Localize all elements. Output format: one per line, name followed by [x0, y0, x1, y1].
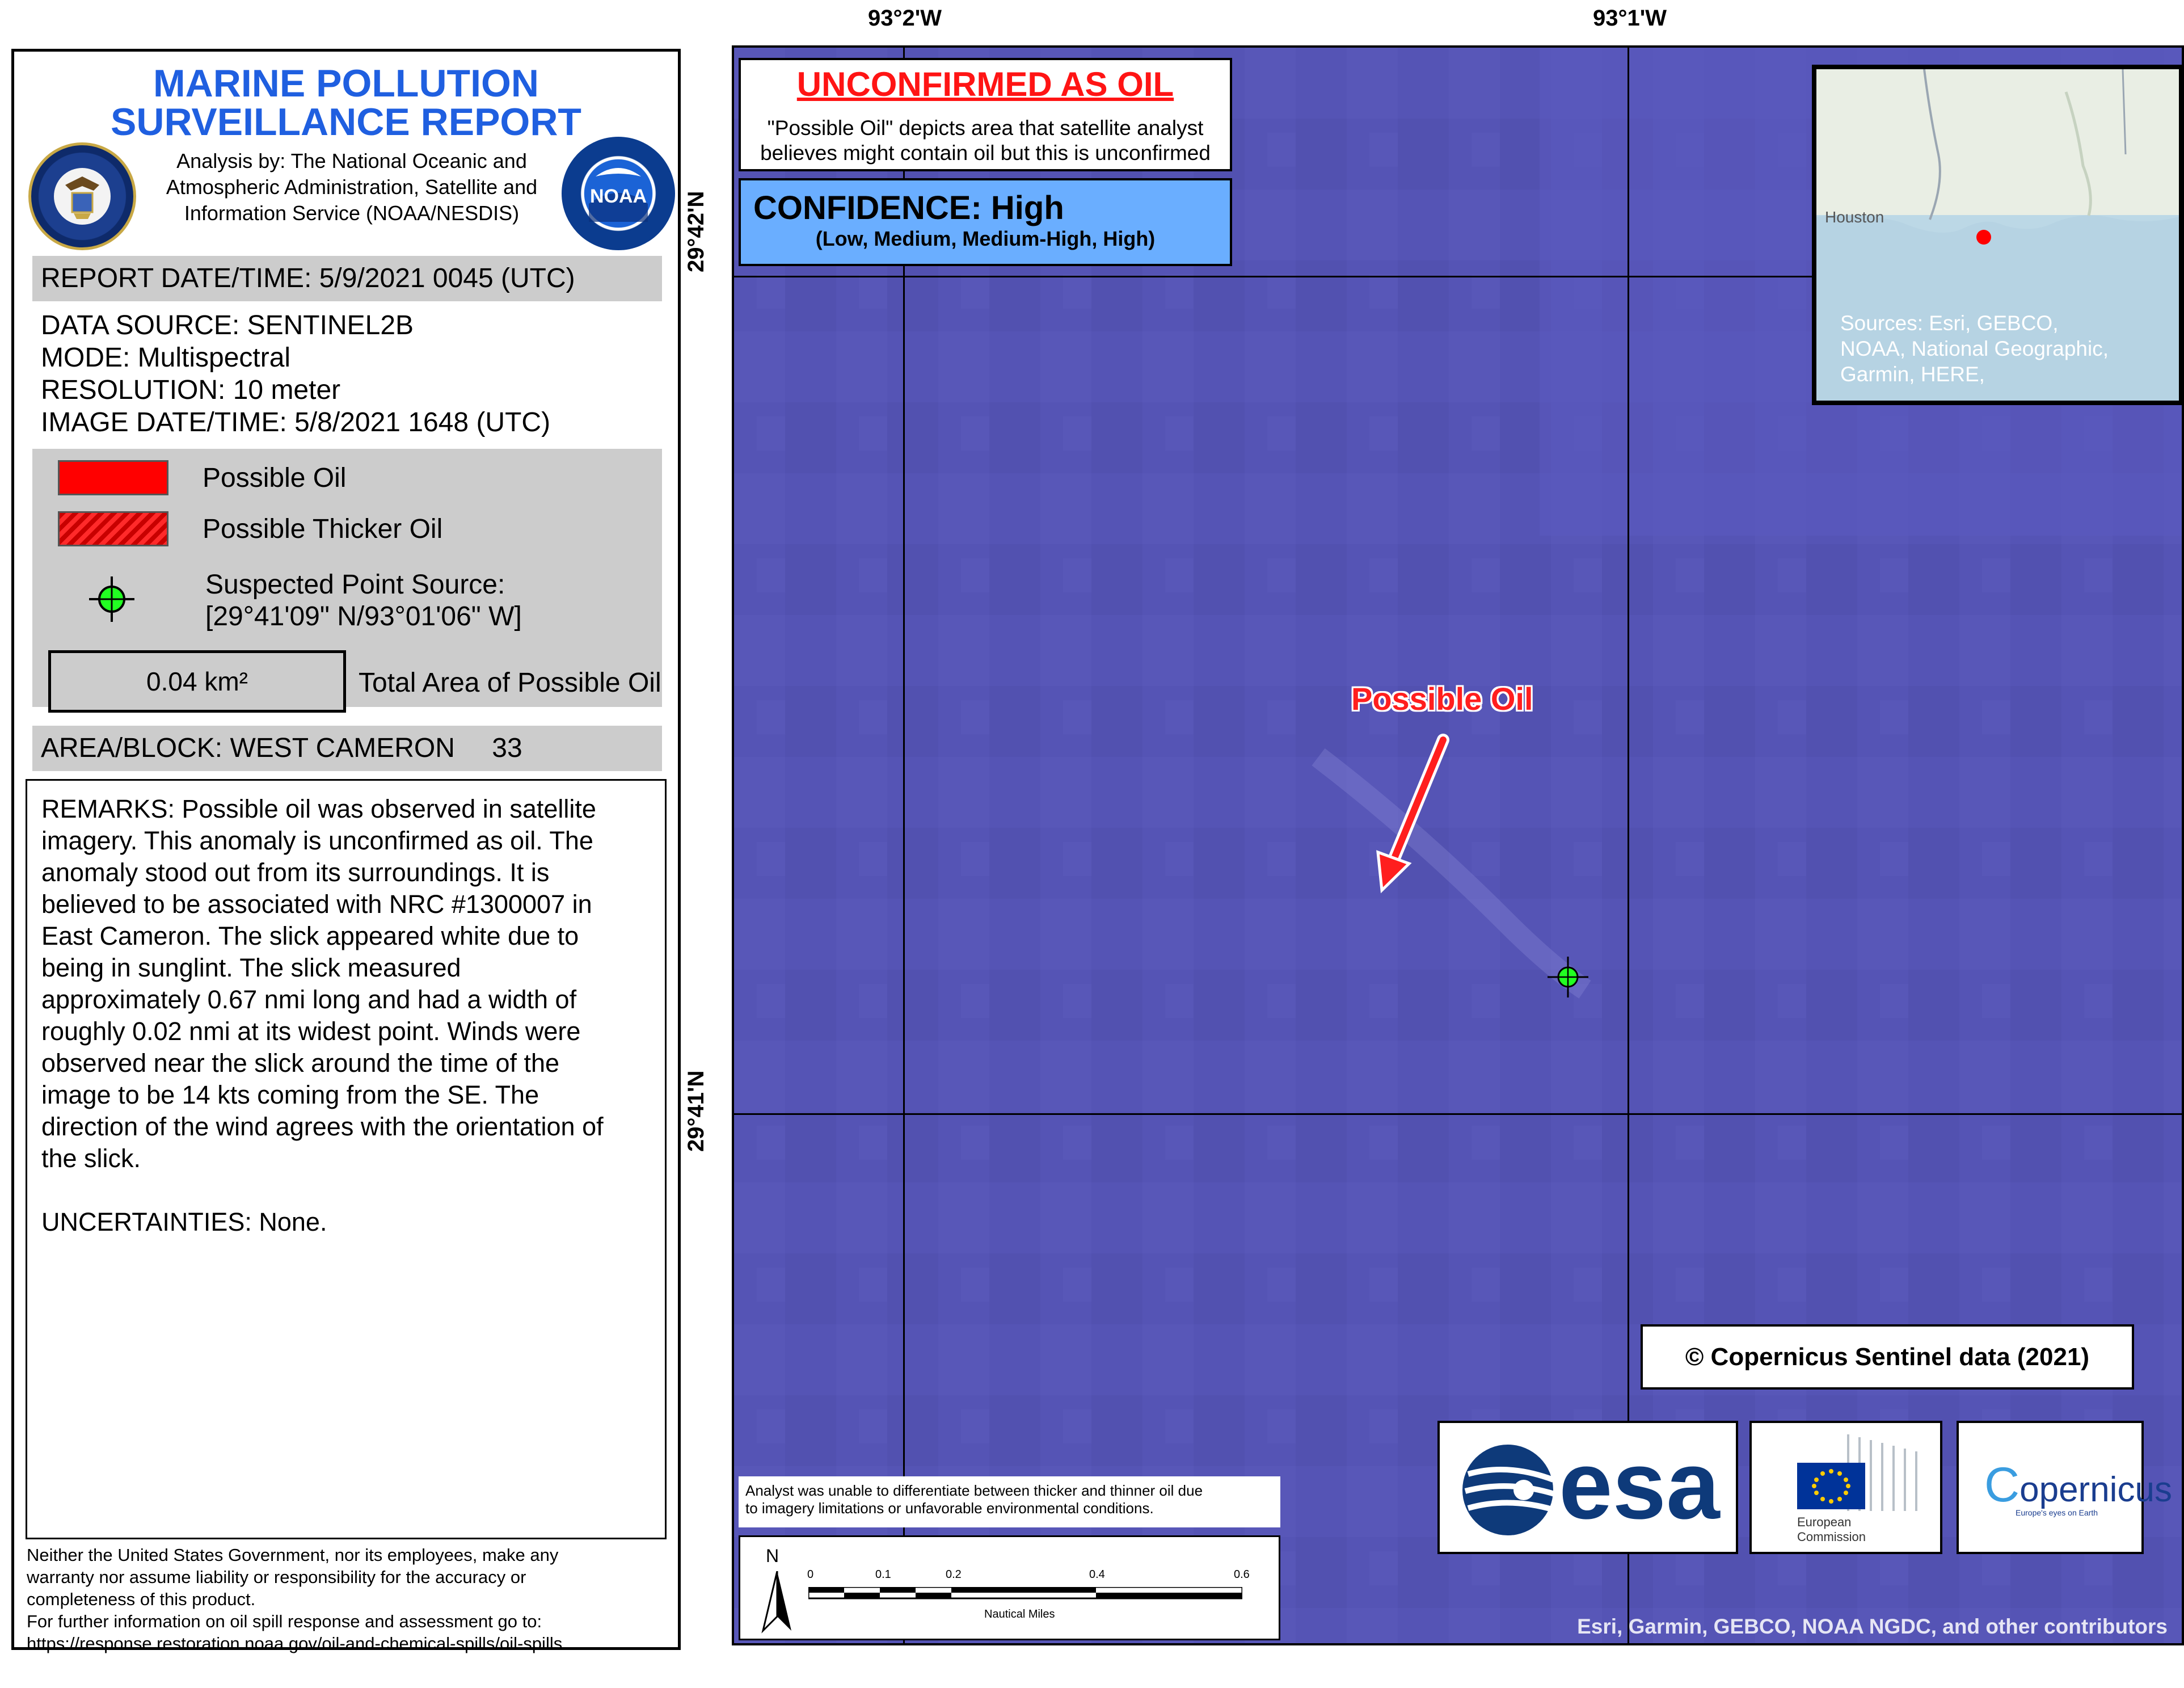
graticule-line-93-2w	[903, 48, 905, 1645]
inset-city-label: Houston	[1825, 208, 1884, 226]
total-area-label: Total Area of Possible Oil	[359, 668, 661, 698]
basemap-credit: Esri, Garmin, GEBCO, NOAA NGDC, and other contributors	[1577, 1615, 2168, 1638]
disclaimer	[27, 1544, 668, 1655]
suspected-point-source-marker-icon[interactable]	[1546, 955, 1589, 999]
copernicus-tagline: Europe's eyes on Earth	[2016, 1508, 2098, 1517]
analysis-line-2: Atmospheric Administration, Satellite and	[166, 175, 538, 199]
copernicus-logo-word: opernicus	[2019, 1470, 2172, 1509]
graticule-line-93-1w	[1628, 48, 1629, 1645]
area-block-label: AREA/BLOCK: WEST CAMERON	[41, 733, 455, 763]
european-commission-text	[1797, 1515, 1866, 1544]
data-source: DATA SOURCE: SENTINEL2B	[41, 310, 414, 340]
remarks-line: approximately 0.67 nmi long and had a width of	[41, 985, 577, 1014]
scale-tick-0-2: 0.2	[946, 1568, 962, 1581]
unconfirmed-title: UNCONFIRMED AS OIL	[796, 65, 1174, 103]
lon-label-93-1w: 93°1'W	[1593, 6, 1667, 31]
noaa-logo-icon	[562, 137, 675, 250]
remarks-line: anomaly stood out from its surroundings. It is	[41, 858, 550, 887]
analysis-credit	[147, 148, 556, 226]
report-title-line1: MARINE POLLUTION	[153, 62, 539, 105]
report-title-line2: SURVEILLANCE REPORT	[111, 100, 581, 144]
area-block	[32, 726, 662, 771]
lat-label-29-41n: 29°41'N	[684, 1070, 709, 1152]
scale-unit: Nautical Miles	[984, 1608, 1055, 1620]
legend-possible-oil: Possible Oil	[203, 463, 347, 493]
disclaimer-line: Neither the United States Government, nor its employees, make any	[27, 1545, 559, 1565]
unconfirmed-notice	[739, 58, 1232, 171]
noaa-logo-text: NOAA	[589, 186, 647, 207]
legend-possible-thicker-oil: Possible Thicker Oil	[203, 514, 443, 544]
esa-logo	[1437, 1421, 1738, 1554]
remarks-line: the slick.	[41, 1144, 141, 1173]
confidence-box	[739, 178, 1232, 266]
esa-logo-text: esa	[1559, 1432, 1720, 1539]
north-label: N	[766, 1546, 779, 1566]
lat-label-29-42n: 29°42'N	[684, 191, 709, 272]
remarks-line: being in sunglint. The slick measured	[41, 953, 461, 982]
esa-swirl-icon	[1457, 1440, 1559, 1539]
area-block-number: 33	[492, 733, 522, 763]
european-commission-building-icon	[1763, 1432, 1933, 1511]
north-arrow-icon	[760, 1571, 794, 1634]
confidence-scale: (Low, Medium, Medium-High, High)	[815, 227, 1156, 250]
total-area-value: 0.04 km²	[48, 650, 346, 713]
analyst-note	[739, 1476, 1280, 1527]
scale-bar-box	[739, 1535, 1280, 1640]
image-datetime: IMAGE DATE/TIME: 5/8/2021 1648 (UTC)	[41, 407, 551, 437]
unconfirmed-line-2: believes might contain oil but this is unconfirmed	[760, 141, 1211, 165]
disclaimer-link[interactable]: https://response.restoration.noaa.gov/oil-and-chemical-spills/oil-spills	[27, 1634, 563, 1653]
report-panel	[11, 49, 681, 1653]
possible-thicker-oil-swatch	[58, 511, 168, 546]
remarks-line: image to be 14 kts coming from the SE. The	[41, 1080, 539, 1109]
remarks-line: believed to be associated with NRC #1300007 in	[41, 890, 592, 919]
legend-point-source-label: Suspected Point Source:	[205, 570, 505, 600]
remarks-line: direction of the wind agrees with the orientation of	[41, 1112, 604, 1141]
inset-locator-map	[1812, 65, 2183, 405]
unconfirmed-line-1: "Possible Oil" depicts area that satellite analyst	[767, 116, 1204, 140]
remarks-line: REMARKS: Possible oil was observed in satellite	[41, 794, 596, 823]
scale-tick-0-1: 0.1	[875, 1568, 891, 1581]
copernicus-logo-text	[1984, 1457, 2172, 1513]
graticule-line-29-41n	[734, 1113, 2184, 1115]
disclaimer-line: For further information on oil spill response and assessment go to:	[27, 1611, 542, 1631]
remarks-line: imagery. This anomaly is unconfirmed as oil. The	[41, 826, 593, 855]
copernicus-logo-letter: C	[1984, 1458, 2020, 1512]
scale-tick-0-4: 0.4	[1089, 1568, 1105, 1581]
scale-tick-0-6: 0.6	[1234, 1568, 1250, 1581]
lon-label-93-2w: 93°2'W	[868, 6, 942, 31]
report-datetime: REPORT DATE/TIME: 5/9/2021 0045 (UTC)	[32, 256, 662, 301]
point-source-crosshair-icon	[86, 574, 137, 625]
remarks-box	[26, 779, 667, 1539]
remarks-line: East Cameron. The slick appeared white due to	[41, 921, 579, 950]
mode: MODE: Multispectral	[41, 343, 291, 373]
uncertainties: UNCERTAINTIES: None.	[41, 1207, 327, 1236]
scale-bar-graphic	[808, 1587, 1242, 1604]
ec-line-1: European	[1797, 1515, 1852, 1529]
analyst-note-line-2: to imagery limitations or unfavorable environmental conditions.	[745, 1500, 1154, 1517]
department-of-commerce-seal-icon	[28, 142, 136, 250]
analysis-line-1: Analysis by: The National Oceanic and	[176, 149, 527, 172]
possible-oil-arrow-icon	[1369, 717, 1472, 899]
copernicus-copyright: © Copernicus Sentinel data (2021)	[1641, 1324, 2134, 1390]
analyst-note-line-1: Analyst was unable to differentiate between thicker and thinner oil due	[745, 1482, 1203, 1499]
copernicus-logo	[1957, 1421, 2172, 1554]
inset-sources	[1840, 310, 2109, 387]
satellite-map[interactable]	[732, 45, 2184, 1645]
disclaimer-line: completeness of this product.	[27, 1589, 256, 1609]
disclaimer-line: warranty nor assume liability or responsibility for the accuracy or	[27, 1567, 526, 1587]
remarks-line: observed near the slick around the time of the	[41, 1049, 560, 1077]
analysis-line-3: Information Service (NOAA/NESDIS)	[184, 201, 520, 225]
possible-oil-annotation: Possible Oil	[1351, 681, 1533, 717]
european-commission-logo	[1749, 1421, 1942, 1554]
resolution: RESOLUTION: 10 meter	[41, 375, 341, 405]
inset-sources-line: Garmin, HERE,	[1840, 363, 1985, 386]
scale-tick-0: 0	[807, 1568, 814, 1581]
possible-oil-swatch	[58, 460, 168, 495]
ec-line-2: Commission	[1797, 1530, 1866, 1544]
inset-sources-line: Sources: Esri, GEBCO,	[1840, 311, 2059, 335]
remarks-text	[41, 793, 660, 1175]
confidence-label: CONFIDENCE: High	[753, 190, 1064, 226]
legend-point-source-coords: [29°41'09" N/93°01'06" W]	[205, 601, 522, 632]
legend	[32, 449, 662, 707]
remarks-line: roughly 0.02 nmi at its widest point. Winds were	[41, 1017, 581, 1046]
inset-sources-line: NOAA, National Geographic,	[1840, 337, 2109, 360]
